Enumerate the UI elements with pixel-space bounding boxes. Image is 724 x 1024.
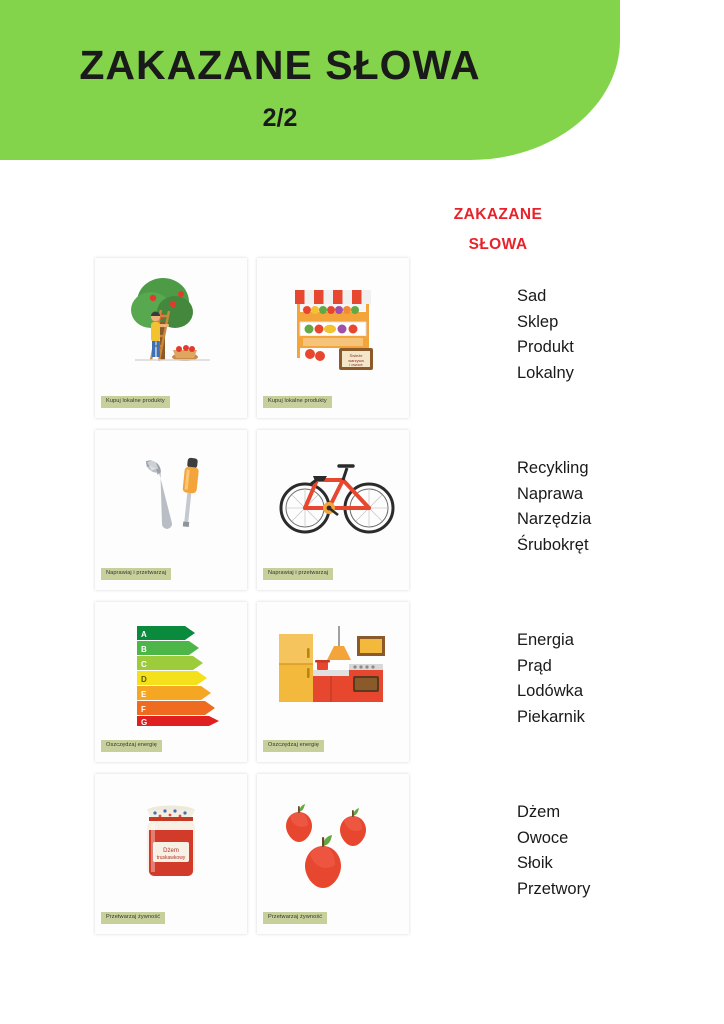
forbidden-words-heading — [408, 200, 588, 260]
word-list — [517, 284, 574, 386]
card-caption: Kupuj lokalne produkty — [263, 396, 332, 408]
heading-line-1: ZAKAZANE — [453, 206, 543, 223]
word-item: Owoce — [517, 828, 569, 847]
market-stall-icon — [257, 264, 409, 382]
header-banner — [0, 0, 620, 160]
table-row — [95, 602, 615, 770]
word-list — [517, 456, 591, 558]
word-item: Lodówka — [517, 682, 584, 700]
svg-text:Świeże: Świeże — [349, 353, 363, 358]
word-item: Śrubokręt — [517, 535, 589, 554]
card-bicycle — [257, 430, 409, 590]
card-tools — [95, 430, 247, 590]
card-caption: Przetwarzaj żywność — [101, 912, 165, 924]
card-apples — [257, 774, 409, 934]
svg-text:i owoce: i owoce — [349, 362, 363, 367]
card-caption: Naprawiaj i przetwarzaj — [263, 568, 333, 580]
svg-text:truskawkowy: truskawkowy — [156, 855, 186, 861]
page-indicator: 2/2 — [262, 104, 298, 132]
jam-jar-icon — [95, 780, 247, 898]
svg-text:C: C — [141, 660, 147, 669]
energy-label-chart-icon — [95, 608, 247, 726]
svg-text:B: B — [141, 645, 147, 654]
word-item: Produkt — [517, 338, 574, 356]
table-row — [95, 774, 615, 942]
kitchen-appliances-icon — [257, 608, 409, 726]
word-item: Dżem — [517, 803, 561, 821]
word-item: Energia — [517, 631, 574, 649]
table-row — [95, 430, 615, 598]
word-item: Narzędzia — [517, 510, 592, 528]
svg-text:G: G — [141, 718, 148, 726]
word-item: Przetwory — [517, 879, 591, 898]
word-list — [517, 800, 590, 902]
svg-text:warzywa: warzywa — [348, 358, 364, 363]
card-energy-label — [95, 602, 247, 762]
wrench-screwdriver-icon — [95, 436, 247, 554]
word-item: Piekarnik — [517, 707, 585, 726]
card-caption: Oszczędzaj energię — [101, 740, 162, 752]
card-grid — [95, 258, 615, 946]
card-caption: Kupuj lokalne produkty — [101, 396, 170, 408]
card-kitchen — [257, 602, 409, 762]
word-item: Prąd — [517, 656, 552, 675]
svg-text:F: F — [141, 705, 146, 714]
word-item: Sad — [517, 287, 547, 305]
card-apple-tree — [95, 258, 247, 418]
svg-text:Dżem: Dżem — [163, 848, 179, 854]
card-market-stall — [257, 258, 409, 418]
word-list — [517, 628, 585, 730]
apple-tree-harvest-icon — [95, 264, 247, 382]
card-caption: Oszczędzaj energię — [263, 740, 324, 752]
word-item: Naprawa — [517, 484, 584, 503]
svg-text:D: D — [141, 675, 147, 684]
card-caption: Naprawiaj i przetwarzaj — [101, 568, 171, 580]
card-caption: Przetwarzaj żywność — [263, 912, 327, 924]
heading-line-2: SŁOWA — [468, 236, 528, 253]
svg-text:A: A — [141, 630, 147, 639]
word-item: Recykling — [517, 459, 589, 477]
apples-icon — [257, 780, 409, 898]
table-row — [95, 258, 615, 426]
svg-text:E: E — [141, 690, 147, 699]
page-title: ZAKAZANE SŁOWA — [79, 42, 481, 88]
bicycle-icon — [257, 436, 409, 554]
word-item: Słoik — [517, 854, 553, 872]
word-item: Lokalny — [517, 363, 574, 382]
card-jam-jar — [95, 774, 247, 934]
word-item: Sklep — [517, 312, 559, 331]
